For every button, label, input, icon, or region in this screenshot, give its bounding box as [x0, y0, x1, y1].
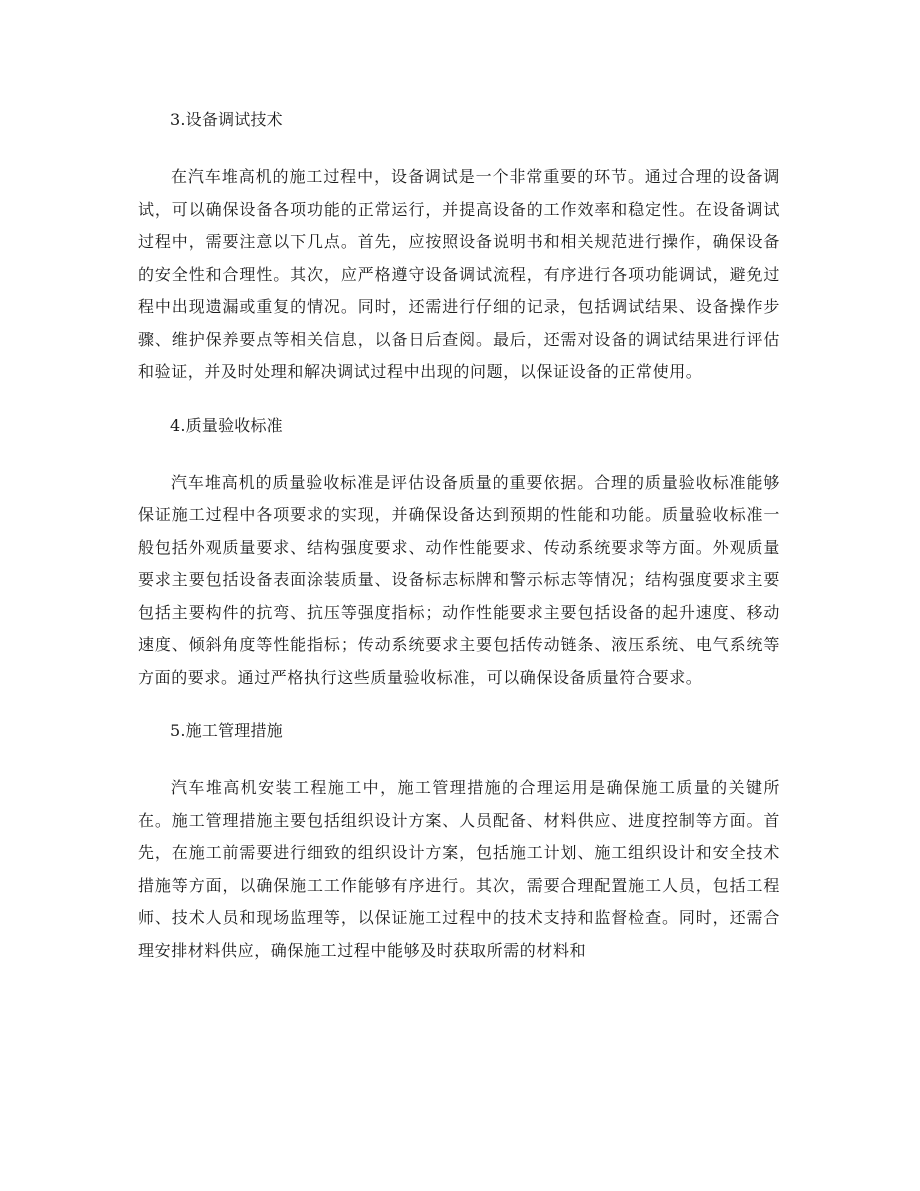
section-heading-quality-acceptance: 4.质量验收标准: [170, 415, 283, 435]
section-body-construction-management: 汽车堆高机安装工程施工中，施工管理措施的合理运用是确保施工质量的关键所在。施工管理措施主要包括组织设计方案、人员配备、材料供应、进度控制等方面。首先，在施工前需要进行细致的组织设计方案，包括施工计划、施工组织设计和安全技术措施等方面，以确保施工工作能够有序进行。其次，需要合理配置施工人员，包括工程师、技术人员和现场监理等，以保证施工过程中的技术支持和监督检查。同时，还需合理安排材料供应，确保施工过程中能够及时获取所需的材料和: [138, 778, 780, 960]
document-page: [138, 100, 780, 967]
section-heading-equipment-debugging: 3.设备调试技术: [170, 110, 283, 129]
section-heading-construction-management: 5.施工管理措施: [170, 721, 283, 740]
section-body-equipment-debugging: 在汽车堆高机的施工过程中，设备调试是一个非常重要的环节。通过合理的设备调试，可以确保设备各项功能的正常运行，并提高设备的工作效率和稳定性。在设备调试过程中，需要注意以下几点。首先，应按照设备说明书和相关规范进行操作，确保设备的安全性和合理性。其次，应严格遵守设备调试流程，有序进行各项功能调试，避免过程中出现遗漏或重复的情况。同时，还需进行仔细的记录，包括调试结果、设备操作步骤、维护保养要点等相关信息，以备日后查阅。最后，还需对设备的调试结果进行评估和验证，并及时处理和解决调试过程中出现的问题，以保证设备的正常使用。: [138, 167, 780, 381]
section-body-quality-acceptance: 汽车堆高机的质量验收标准是评估设备质量的重要依据。合理的质量验收标准能够保证施工过程中各项要求的实现，并确保设备达到预期的性能和功能。质量验收标准一般包括外观质量要求、结构强度要求、动作性能要求、传动系统要求等方面。外观质量要求主要包括设备表面涂装质量、设备标志标牌和警示标志等情况；结构强度要求主要包括主要构件的抗弯、抗压等强度指标；动作性能要求主要包括设备的起升速度、移动速度、倾斜角度等性能指标；传动系统要求主要包括传动链条、液压系统、电气系统等方面的要求。通过严格执行这些质量验收标准，可以确保设备质量符合要求。: [138, 472, 780, 687]
